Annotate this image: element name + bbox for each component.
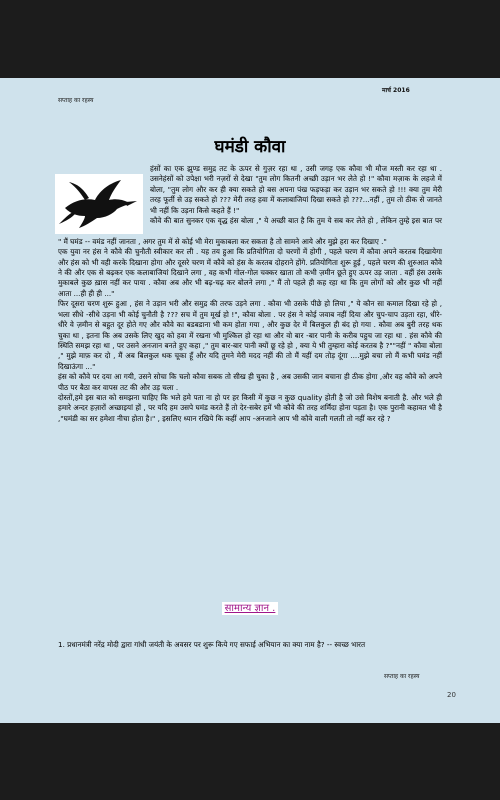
story-paragraph: कौवे की बात सुनकर एक वृद्ध हंस बोला ," ये अच्छी बात है कि तुम ये सब कर लेते हो , लेकिन तुम्हे इस बात पर <box>150 216 442 226</box>
story-paragraph: फिर दूसरा चरण शुरू हुआ , हंस ने उड़ान भरी और समुद्र की तरफ उड़ने लगा . कौवा भी उसके पीछे हो लिया ," ये कौन सा कमाल दिखा रहे हो , भला सीधे -सीधे उड़ना भी कोई चुनौती है ??? सच में तुम मूर्ख हो !", कौवा बोला . पर हंस ने कोई जवाब नहीं दिया और चुप-चाप उड़ता रहा, धीरे-धीरे वे ज़मीन से बहुत दूर होते गए और कौवे का बडबडाना भी कम होता गया , और कुछ देर में बिलकुल ही बंद हो गया . कौवा अब बुरी तरह थक चुका था , इतना कि अब उसके लिए खुद को हवा में रखना भी मुश्किल हो रहा था और वो बार -बार पानी के करीब पहुच जा रहा था . हंस कौवे की स्थिति समझ रहा था , पर उसने अनजान बनते हुए कहा ," तुम बार-बार पानी क्यों छू रहे हो , क्या ये भी तुम्हारा कोई करतब है ?""नहीं " कौवा बोला ," मुझे माफ़ कर दो , मैं अब बिलकुल थक चूका हूँ और यदि तुमने मेरी मदद नहीं की तो मैं यहीं दम तोड़ दूंगा ....मुझे बचा लो मैं कभी घमंड नहीं दिखाऊंगा ..." <box>58 299 443 371</box>
page-number: 20 <box>447 691 456 699</box>
section-heading-gk <box>0 596 500 615</box>
gk-question: 1. प्रधानमंत्री नरेंद्र मोदी द्वारा गांधी जयंती के अवसर पर शुरू किये गए सफाई अभियान का क्या नाम है? -- स्वच्छ भारत <box>58 640 366 649</box>
story-paragraph: हंस को कौवे पर दया आ गयी, उसने सोचा कि चलो कौवा सबक तो सीख ही चुका है , अब उसकी जान बचाना ही ठीक होगा ,और वह कौवे को अपने पीठ पर बैठा कर वापस तट की और उड़ चला . <box>58 372 442 392</box>
story-paragraph: एक युवा नर हंस ने कौवे की चुनौती स्वीकार कर ली . यह तय हुआ कि प्रतियोगिता दो चरणों में होगी , पहले चरण में कौवा अपने करतब दिखायेगा और हंस को भी वही करके दिखाना होगा और दूसरे चरण में कौवे को हंस के करतब दोहराने होंगे. प्रतियोगिता शुरू हुई , पहले चरण की शुरुआत कौवे ने की और एक से बढ़कर एक कलाबाजियां दिखाने लगा , वह कभी गोल-गोल चक्कर खाता तो कभी ज़मीन छूते हुए ऊपर उड़ जाता . वहीं हंस उसके मुकाबले कुछ ख़ास नहीं कर पाया . कौवा अब और भी बढ़-चढ़ कर बोलने लगा ," मैं तो पहले ही कह रहा था कि तुम लोगों को और कुछ भी नहीं आता ...ही ही ही ..." <box>58 247 442 298</box>
header-date: मार्च 2016 <box>382 87 410 94</box>
magazine-page <box>0 78 500 723</box>
story-paragraph: दोस्तों,हमे इस बात को समझना चाहिए कि भले हमे पता ना हो पर हर किसी में कुछ न कुछ quality होती है जो उसे विशेष बनाती है. और भले ही हमारे अन्दर हज़ारों अच्छाइयां हों , पर यदि हम उसपे घमंड करते हैं तो देर-सबेर हमें भी कौवे की तरह शर्मिंदा होना पड़ता है। एक पुरानी कहावत भी है ,"घमंडी का सर हमेशा नीचा होता है।" , इसलिए ध्यान रखिये कि कहीं आप -अनजाने आप भी कौवे वाली गलती तो नहीं कर रहे ? <box>58 392 442 423</box>
story-paragraph: हंसों का एक झुण्ड समुद्र तट के ऊपर से गुज़र रहा था , उसी जगह एक कौवा भी मौज मस्ती कर रहा था . उसनेहंसों को उपेक्षा भरी नज़रों से देखा "तुम लोग कितनी अच्छी उड़ान भर लेते हो !" कौवा मज़ाक के लहजे में बोला, "तुम लोग और कर ही क्या सकते हो बस अपना पंख फड़फड़ा कर उड़ान भर सकते हो !!! क्या तुम मेरी तरह फूर्ती से उड़ सकते हो ??? मेरी तरह हवा में कलाबाजियां दिखा सकते हो ???...नहीं , तुम तो ठीक से जानते भी नहीं कि उड़ना किसे कहते हैं !" <box>150 164 442 215</box>
section-heading-label: सामान्य ज्ञान . <box>222 602 279 615</box>
footer-brand: सप्ताह का रहस्य <box>384 673 420 680</box>
header-brand: सप्ताह का रहस्य <box>58 97 94 104</box>
crow-illustration-icon <box>55 174 143 234</box>
story-title: घमंडी कौवा <box>214 137 286 157</box>
story-paragraph: " मैं घमंड -- वमंड नहीं जानता , अगर तुम में से कोई भी मेरा मुकाबला कर सकता है तो सामने आये और मुझे हरा कर दिखाए ." <box>58 236 387 246</box>
